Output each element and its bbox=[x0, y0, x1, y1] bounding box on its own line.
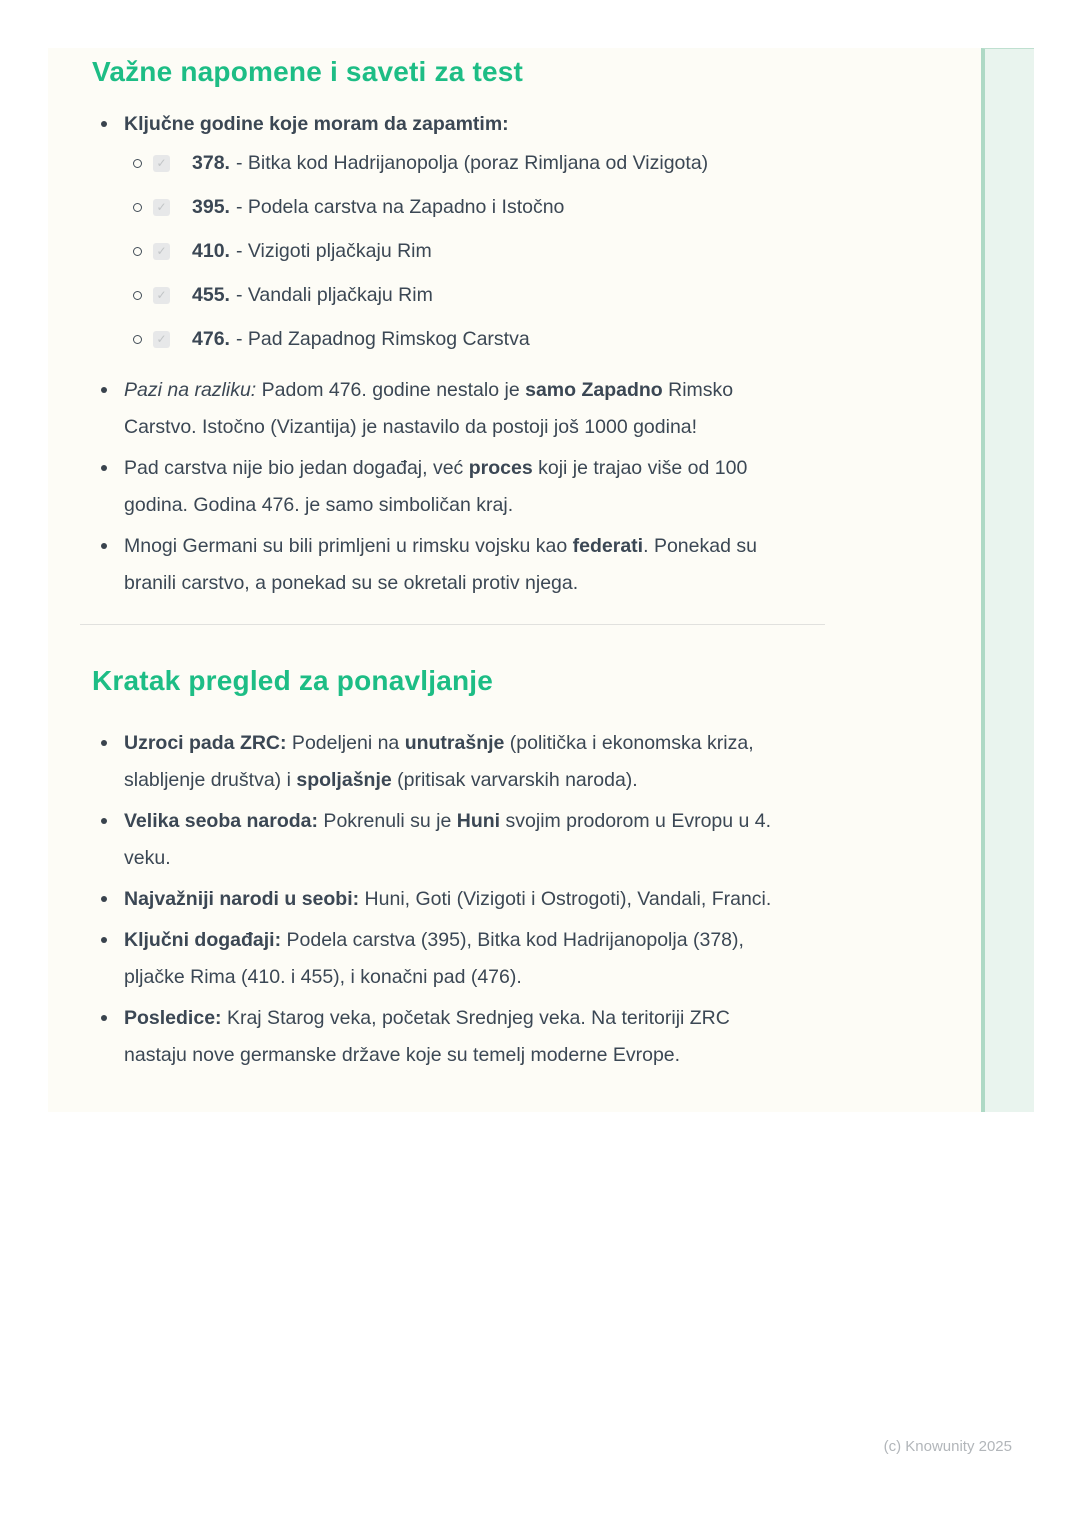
circle-bullet-icon bbox=[133, 335, 142, 344]
list-item-text: Najvažniji narodi u seobi: Huni, Goti (Vizigoti i Ostrogoti), Vandali, Franci. bbox=[124, 888, 772, 910]
checklist-text: - Vandali pljačkaju Rim bbox=[235, 284, 433, 306]
year-label: 410. bbox=[192, 240, 230, 262]
year-label: 455. bbox=[192, 284, 230, 306]
checklist-item bbox=[133, 148, 782, 178]
checkbox-checked-icon: ✓ bbox=[153, 287, 170, 304]
checklist-text: - Podela carstva na Zapadno i Istočno bbox=[235, 196, 565, 218]
copyright: (c) Knowunity 2025 bbox=[883, 1438, 1012, 1455]
bullet-dot-icon bbox=[92, 450, 124, 524]
section-title-important-notes: Važne napomene i saveti za test bbox=[92, 56, 524, 87]
list-item-text: Pad carstva nije bio jedan događaj, već proces koji je trajao više od 100 godina. Godina 476. je samo simboličan kraj. bbox=[124, 457, 748, 516]
checkbox-checked-icon: ✓ bbox=[153, 155, 170, 172]
list-item-text: Uzroci pada ZRC: Podeljeni na unutrašnje (politička i ekonomska kriza, slabljenje društva) i spoljašnje (pritisak varvarskih naroda). bbox=[124, 732, 754, 791]
checklist-text: - Bitka kod Hadrijanopolja (poraz Rimljana od Vizigota) bbox=[235, 152, 709, 174]
circle-bullet-icon bbox=[133, 291, 142, 300]
checklist-text: - Vizigoti pljačkaju Rim bbox=[235, 240, 432, 262]
summary-bullet-list bbox=[92, 725, 782, 1074]
circle-bullet-icon bbox=[133, 159, 142, 168]
list-item bbox=[92, 528, 782, 602]
bullet-dot-icon bbox=[92, 725, 124, 799]
list-item-text: Mnogi Germani su bili primljeni u rimsku vojsku kao federati. Ponekad su branili carstvo, a ponekad su se okretali protiv njega. bbox=[124, 535, 757, 594]
notes-page bbox=[48, 48, 1034, 1112]
year-label: 395. bbox=[192, 196, 230, 218]
checkbox-checked-icon: ✓ bbox=[153, 243, 170, 260]
list-item bbox=[92, 725, 782, 799]
checklist-item bbox=[133, 192, 782, 222]
key-years-intro: Ključne godine koje moram da zapamtim: bbox=[124, 113, 509, 135]
section-title-summary: Kratak pregled za ponavljanje bbox=[92, 665, 494, 696]
notes-bullet-list bbox=[92, 372, 782, 602]
bullet-dot-icon bbox=[92, 881, 124, 918]
bullet-dot-icon bbox=[92, 1000, 124, 1074]
bullet-dot-icon bbox=[92, 528, 124, 602]
checklist-item bbox=[133, 324, 782, 354]
checklist-item bbox=[133, 236, 782, 266]
list-item bbox=[92, 450, 782, 524]
notes-content bbox=[92, 48, 782, 1078]
year-label: 476. bbox=[192, 328, 230, 350]
bullet-dot-icon bbox=[92, 106, 124, 372]
page-edge-stripe bbox=[981, 48, 1034, 1112]
list-item bbox=[92, 922, 782, 996]
list-item bbox=[92, 881, 782, 918]
year-label: 378. bbox=[192, 152, 230, 174]
checkbox-checked-icon: ✓ bbox=[153, 199, 170, 216]
list-item bbox=[92, 1000, 782, 1074]
bullet-dot-icon bbox=[92, 372, 124, 446]
bullet-dot-icon bbox=[92, 803, 124, 877]
list-item-text: Velika seoba naroda: Pokrenuli su je Huni svojim prodorom u Evropu u 4. veku. bbox=[124, 810, 772, 869]
circle-bullet-icon bbox=[133, 247, 142, 256]
checklist-text: - Pad Zapadnog Rimskog Carstva bbox=[235, 328, 530, 350]
list-item bbox=[92, 106, 782, 372]
checklist-item bbox=[133, 280, 782, 310]
list-item-text: Posledice: Kraj Starog veka, početak Srednjeg veka. Na teritoriji ZRC nastaju nove germanske države koje su temelj moderne Evrope. bbox=[124, 1007, 730, 1066]
key-years-checklist bbox=[133, 148, 782, 354]
circle-bullet-icon bbox=[133, 203, 142, 212]
checkbox-checked-icon: ✓ bbox=[153, 331, 170, 348]
list-item bbox=[92, 803, 782, 877]
bullet-dot-icon bbox=[92, 922, 124, 996]
list-item bbox=[92, 372, 782, 446]
section-divider bbox=[80, 624, 825, 625]
list-item-text: Ključni događaji: Podela carstva (395), Bitka kod Hadrijanopolja (378), pljačke Rima (410. i 455), i konačni pad (476). bbox=[124, 929, 744, 988]
list-item-text: Pazi na razliku: Padom 476. godine nestalo je samo Zapadno Rimsko Carstvo. Istočno (Vizantija) je nastavilo da postoji još 1000 godina! bbox=[124, 379, 734, 438]
